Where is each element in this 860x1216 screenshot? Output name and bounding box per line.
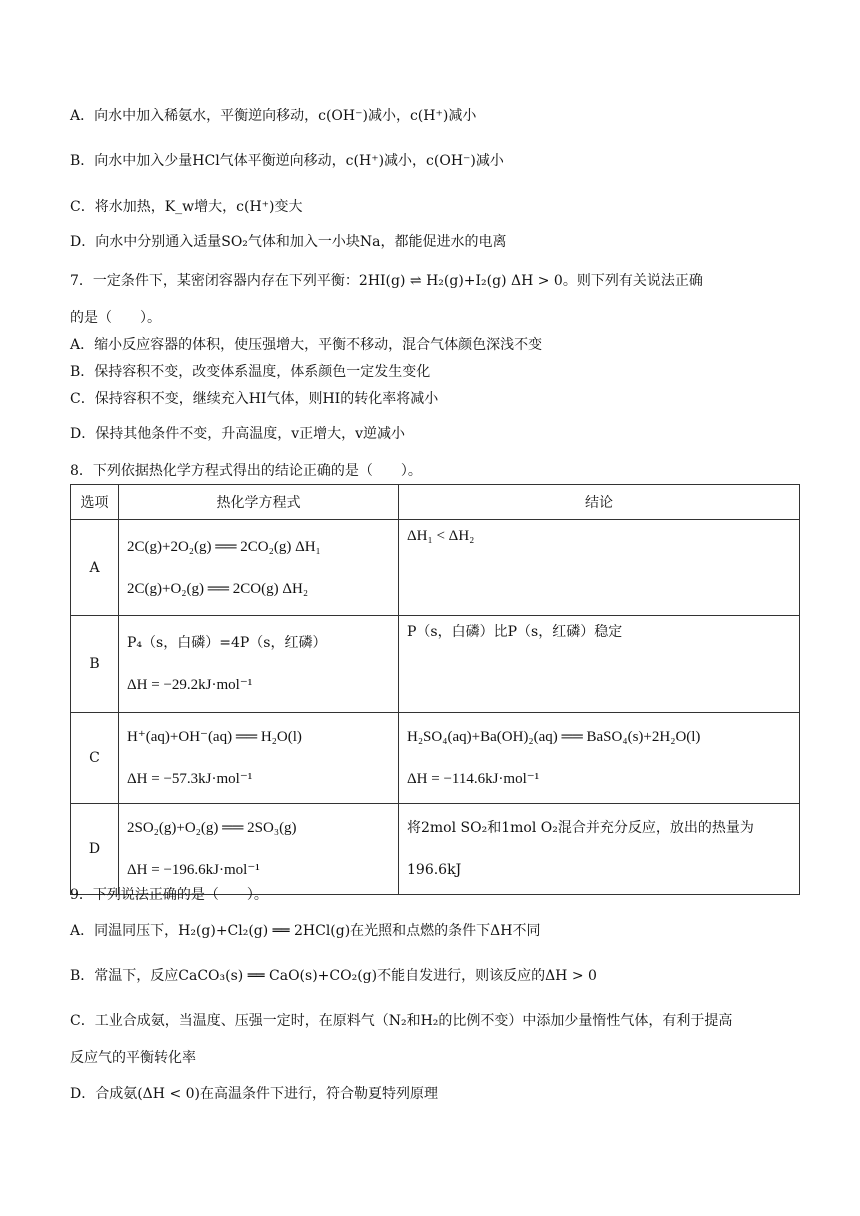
q7-option-a: A．缩小反应容器的体积，使压强增大，平衡不移动，混合气体颜色深浅不变 [70, 337, 543, 353]
row-option: A [71, 520, 119, 616]
conclusion-line-1: ΔH₁ < ΔH₂ [407, 528, 475, 544]
q7-option-c: C．保持容积不变，继续充入HI气体，则HI的转化率将减小 [70, 391, 439, 407]
header-conclusion: 结论 [399, 485, 800, 520]
row-equation [119, 804, 399, 895]
q6-option-a: A．向水中加入稀氨水，平衡逆向移动，c(OH⁻)减小，c(H⁺)减小 [70, 108, 477, 124]
conclusion-line-2: 196.6kJ [407, 862, 462, 878]
q8-stem: 8．下列依据热化学方程式得出的结论正确的是（ ）。 [70, 463, 422, 479]
row-option: C [71, 713, 119, 804]
q7-option-b: B．保持容积不变，改变体系温度，体系颜色一定发生变化 [70, 364, 431, 380]
header-option: 选项 [71, 485, 119, 520]
q9-option-c-line1: C．工业合成氨，当温度、压强一定时，在原料气（N₂和H₂的比例不变）中添加少量惰性气体，有利于提高 [70, 1013, 733, 1029]
equation-line-1: P₄（s，白磷）=4P（s，红磷） [127, 635, 327, 651]
row-equation [119, 520, 399, 616]
equation-line-1: H⁺(aq)+OH⁻(aq) ══ H₂O(l) [127, 729, 302, 745]
row-conclusion [399, 616, 800, 713]
row-equation [119, 713, 399, 804]
q6-option-d: D．向水中分别通入适量SO₂气体和加入一小块Na，都能促进水的电离 [70, 234, 507, 250]
table-row [71, 520, 800, 616]
conclusion-line-1: 将2mol SO₂和1mol O₂混合并充分反应，放出的热量为 [407, 820, 754, 836]
conclusion-line-1: P（s，白磷）比P（s，红磷）稳定 [407, 624, 623, 640]
equation-line-2: ΔH = −196.6kJ·mol⁻¹ [127, 862, 260, 878]
q9-option-a: A．同温同压下，H₂(g)+Cl₂(g) ══ 2HCl(g)在光照和点燃的条件下ΔH不同 [70, 923, 541, 939]
equation-line-2: 2C(g)+O₂(g) ══ 2CO(g) ΔH₂ [127, 580, 309, 597]
table-row [71, 804, 800, 895]
conclusion-line-1: H₂SO₄(aq)+Ba(OH)₂(aq) ══ BaSO₄(s)+2H₂O(l) [407, 729, 701, 745]
row-conclusion [399, 713, 800, 804]
table-row [71, 713, 800, 804]
equation-line-2: ΔH = −57.3kJ·mol⁻¹ [127, 771, 253, 787]
table-header-row [71, 485, 800, 520]
row-conclusion [399, 804, 800, 895]
q7-option-d: D．保持其他条件不变，升高温度，v正增大，v逆减小 [70, 426, 406, 442]
q7-stem-line1: 7．一定条件下，某密闭容器内存在下列平衡：2HI(g) ⇌ H₂(g)+I₂(g) ΔH > 0。则下列有关说法正确 [70, 273, 703, 289]
q7-stem-line2: 的是（ ）。 [70, 310, 161, 326]
row-equation [119, 616, 399, 713]
row-option: B [71, 616, 119, 713]
header-equation: 热化学方程式 [119, 485, 399, 520]
equation-line-2: ΔH = −29.2kJ·mol⁻¹ [127, 677, 253, 693]
q9-option-c-line2: 反应气的平衡转化率 [70, 1050, 196, 1066]
q9-option-b: B．常温下，反应CaCO₃(s) ══ CaO(s)+CO₂(g)不能自发进行，则该反应的ΔH > 0 [70, 968, 597, 984]
q9-option-d: D．合成氨(ΔH < 0)在高温条件下进行，符合勒夏特列原理 [70, 1086, 439, 1102]
q6-option-c: C．将水加热，K_w增大，c(H⁺)变大 [70, 199, 303, 215]
q9-stem: 9．下列说法正确的是（ ）。 [70, 887, 268, 903]
conclusion-line-2: ΔH = −114.6kJ·mol⁻¹ [407, 771, 540, 787]
row-option: D [71, 804, 119, 895]
q8-table [70, 484, 800, 895]
equation-line-1: 2C(g)+2O₂(g) ══ 2CO₂(g) ΔH₁ [127, 538, 321, 555]
row-conclusion [399, 520, 800, 616]
equation-line-1: 2SO₂(g)+O₂(g) ══ 2SO₃(g) [127, 820, 297, 836]
q6-option-b: B．向水中加入少量HCl气体平衡逆向移动，c(H⁺)减小，c(OH⁻)减小 [70, 153, 504, 169]
table-row [71, 616, 800, 713]
